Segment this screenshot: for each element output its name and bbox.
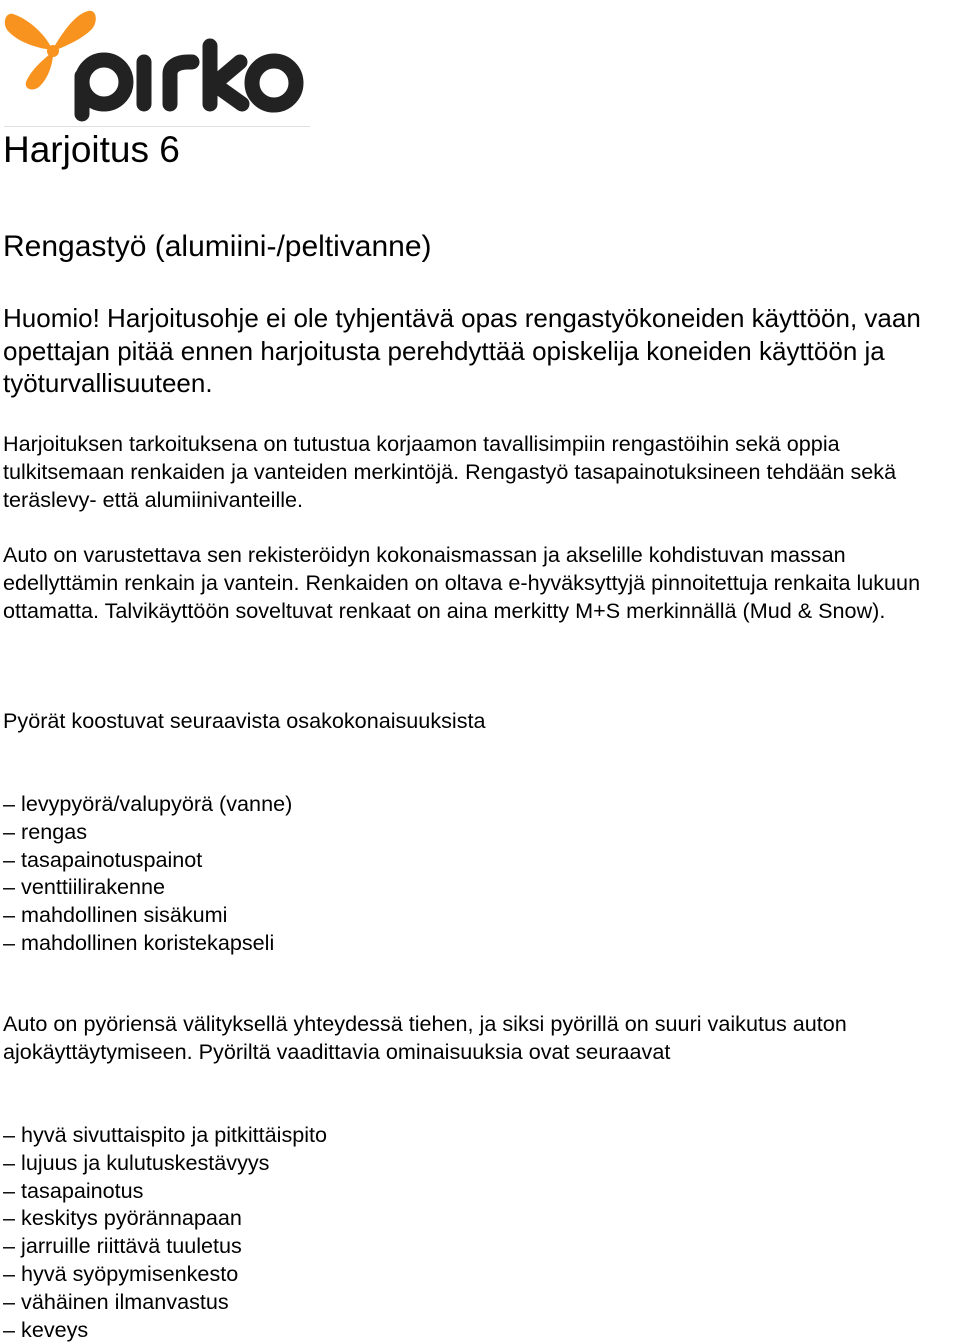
list-item: – keskitys pyörännapaan — [3, 1204, 327, 1232]
pirko-logo-wordmark — [82, 46, 296, 114]
list-item: – tasapainotuspainot — [3, 846, 292, 874]
list-item: – keveys — [3, 1316, 327, 1344]
components-intro-paragraph: Pyörät koostuvat seuraavista osakokonaisuuksista — [3, 708, 486, 733]
list-item: – lujuus ja kulutuskestävyys — [3, 1149, 327, 1177]
list-item: – rengas — [3, 818, 292, 846]
list-item: – hyvä sivuttaispito ja pitkittäispito — [3, 1121, 327, 1149]
list-item: – hyvä syöpymisenkesto — [3, 1260, 327, 1288]
list-item: – tasapainotus — [3, 1177, 327, 1205]
wheel-components-list — [3, 790, 292, 957]
list-item: – venttiilirakenne — [3, 873, 292, 901]
logo-divider — [4, 126, 310, 127]
page-title: Harjoitus 6 — [3, 129, 180, 170]
list-item: – mahdollinen koristekapseli — [3, 929, 292, 957]
section-title: Rengastyö (alumiini-/peltivanne) — [3, 230, 432, 263]
purpose-paragraph: Harjoituksen tarkoituksena on tutustua korjaamon tavallisimpiin rengastöihin sekä oppia tulkitsemaan renkaiden ja vanteiden merkintöjä. Rengastyö tasapainotuksineen tehdään sekä teräslevy- että alumiinivanteille. — [3, 431, 897, 512]
list-item: – levypyörä/valupyörä (vanne) — [3, 790, 292, 818]
properties-intro-paragraph: Auto on pyöriensä välityksellä yhteydessä tiehen, ja siksi pyörillä on suuri vaikutus auton ajokäyttäytymiseen. Pyöriltä vaadittavia ominaisuuksia ovat seuraavat — [3, 1011, 847, 1064]
list-item: – vähäinen ilmanvastus — [3, 1288, 327, 1316]
notice-paragraph: Huomio! Harjoitusohje ei ole tyhjentävä opas rengastyökoneiden käyttöön, vaan opettajan pitää ennen harjoitusta perehdyttää opiskelija koneiden käyttöön ja työturvallisuuteen. — [3, 303, 921, 398]
wheel-properties-list — [3, 1121, 327, 1343]
pirko-logo — [4, 4, 310, 128]
list-item: – jarruille riittävä tuuletus — [3, 1232, 327, 1260]
list-item: – mahdollinen sisäkumi — [3, 901, 292, 929]
requirements-paragraph: Auto on varustettava sen rekisteröidyn kokonaismassan ja akselille kohdistuvan massan edellyttämin renkain ja vantein. Renkaiden on oltava e-hyväksyttyjä pinnoitettuja renkaita lukuun ottamatta. Talvikäyttöön soveltuvat renkaat on aina merkitty M+S merkinnällä (Mud & Snow). — [3, 542, 921, 623]
